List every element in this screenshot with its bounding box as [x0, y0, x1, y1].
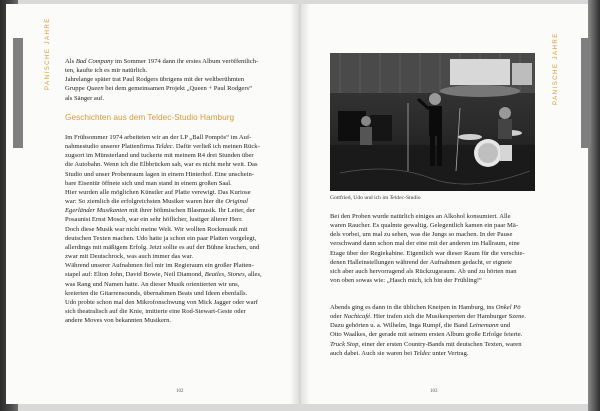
text-line: als Sänger auf. — [65, 94, 104, 102]
right-paragraph-1 — [330, 212, 550, 285]
text-line: Jahrelange später trat Paul Rodgers übrigens mit der weltberühmten — [65, 76, 245, 84]
text-line: denen Halleinstellungen während der Aufnahmen gedacht, er eignete — [330, 258, 512, 266]
intro-paragraph — [65, 57, 285, 103]
gutter-shadow — [290, 4, 310, 404]
section-heading: Geschichten aus dem Teldec-Studio Hamburg — [65, 112, 235, 122]
running-head-right: PANISCHE JAHRE — [552, 32, 559, 105]
text-line: Abends ging es dann in die üblichen Kneipen in Hamburg, ins Onkel Pö — [330, 304, 521, 311]
text-line: bare Eisentür öffnete sich und man stand in einem großen Saal. — [65, 179, 232, 187]
text-line: verschwand dann schon mal der eine mit der anderen im Hallraum, eine — [330, 240, 520, 248]
text-line: Dazu gehörten u. a. Wilhelm, Inga Rumpf, die Band Leinemann und — [330, 322, 511, 330]
text-line: dels vorbei, um mal zu sehen, was die Jungs so machen. In der Pause — [330, 231, 513, 239]
photo-caption: Gottfried, Udo und ich im Teldec-Studio — [330, 195, 421, 201]
text-line: Etage über der Regiekabine. Eigentlich war dieser Raum für die verschie- — [330, 249, 525, 257]
text-line: zugsort im Münsterland und tuckerte mit meinem R4 drei Stunden über — [65, 152, 254, 160]
text-line: sich aber auch hervorragend als Rückzugsraum. Ab und zu hörten man — [330, 267, 517, 275]
text-line: deutschen Texten machen. Udo hatte ja schon ein paar Platten vorgelegt, — [65, 234, 257, 242]
text-line: Doch diese Musik war nicht meine Welt. Wir wollten Rockmusik mit — [65, 225, 248, 233]
text-line: Während unserer Aufnahmen fiel mir im Regieraum ein großer Platten- — [65, 262, 254, 270]
studio-photo-image — [330, 53, 535, 191]
text-line: Gruppe Queen bei dem gemeinsamen Projekt „Queen + Paul Rodgers“ — [65, 85, 253, 93]
text-line: andere Moves von bekannten Musikern. — [65, 317, 172, 325]
text-line: Truck Stop, einer der ersten Country-Bands mit deutschen Texten, waren — [330, 340, 522, 348]
text-line: sich theatralisch auf die Knie, imitierte eine Rod-Stewart-Geste oder — [65, 307, 246, 315]
page-number-left: 102 — [176, 389, 184, 394]
text-line: ten, kaufte ich es mir natürlich. — [65, 67, 148, 75]
text-line: zwar mit Deutschrock, was auch immer das war. — [65, 253, 193, 261]
text-line: nahmestudio unserer Plattenfirma Teldec. Dafür verließ ich meinen Rück- — [65, 143, 260, 151]
text-line: auch dabei. Auch sie waren bei Teldec unter Vertrag. — [330, 349, 469, 357]
text-line: was Rang und Namen hatte. An dieser Musik orientierten wir uns, — [65, 280, 240, 288]
text-line: Studio und unser Probenraum lagen in einem Hinterhof. Eine unschein- — [65, 170, 254, 178]
text-line: oder Nachtcafé. Hier trafen sich die Musikexperten der Hamburger Szene. — [330, 313, 526, 321]
body-paragraphs — [65, 133, 291, 325]
text-line: war: So ziemlich die erfolgreichsten Musiker waren hier die Original — [65, 198, 248, 206]
text-line: Bei den Proben wurde natürlich einiges an Alkohol konsumiert. Alle — [330, 213, 511, 220]
text-line: stapel auf: Elton John, David Bowie, Neil Diamond, Beatles, Stones, alles, — [65, 271, 262, 279]
text-line: die Autobahn. Wenn ich die Elbbrücken sah, war es nicht mehr weit. Das — [65, 161, 258, 169]
text-line: Im Frühsommer 1974 arbeiteten wir an der LP „Ball Pompös“ im Auf- — [65, 134, 252, 141]
page-number-right: 103 — [430, 389, 438, 394]
thumb-tab-right — [581, 38, 591, 148]
text-line: Otto Waalkes, der gerade mit seinem ersten Album große Erfolge feierte. — [330, 331, 523, 339]
text-line: allerdings mit mäßigem Erfolg. Jetzt sollte es auf der Bühne krachen, und — [65, 243, 260, 251]
text-line: Egerländer Musikanten mit ihrer böhmischen Blasmusik. Ihr Leiter, der — [65, 207, 255, 215]
text-line: waren Raucher. Es qualmte gewaltig. Gelegentlich kamen ein paar Mä- — [330, 222, 519, 230]
thumb-tab-left — [13, 38, 23, 148]
text-line: Hier wurden alle möglichen Künstler auf Platte verewigt. Das Kuriose — [65, 188, 251, 196]
text-line: Posaunist Ernst Mosch, war ein sehr höflicher, lustiger älterer Herr. — [65, 216, 243, 224]
text-line: Udo probte schon mal den Mikrofonschwung von Mick Jagger oder warf — [65, 298, 259, 306]
text-line: Als Bad Company im Sommer 1974 dann ihr erstes Album veröffentlich- — [65, 58, 259, 65]
studio-photo — [330, 53, 535, 191]
text-line: von oben sowas wie: „Hasch mich, ich bin der Frühling!“ — [330, 277, 482, 285]
running-head-left: PANISCHE JAHRE — [44, 17, 51, 90]
right-paragraph-2 — [330, 303, 552, 358]
text-line: kreierten die Gitarrensounds, übernahmen Beats und Ideen ebenfalls. — [65, 289, 248, 297]
